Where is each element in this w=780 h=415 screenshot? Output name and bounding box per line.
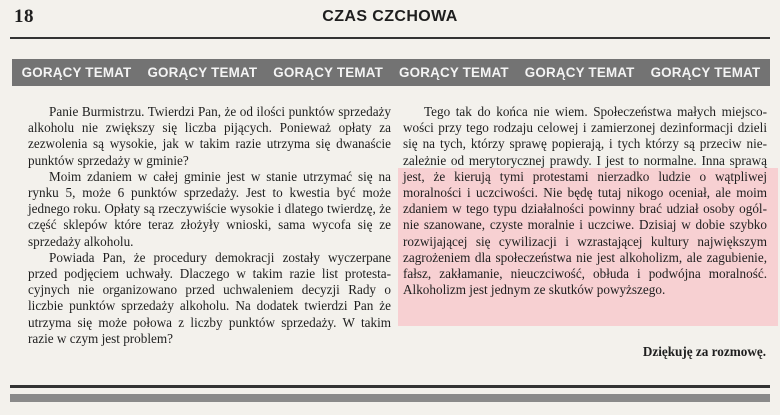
closing-line: Dziękuję za rozmowę. — [642, 344, 766, 359]
answer-paragraph: Tego tak do końca nie wiem. Społeczeństwa małych miejscowości przy tego rodzaju celowej i zamierzonej dezinformacji dzieli się na tych, którzy sprawę popierają, i tych którzy są przeciw niezależnie od merytorycznej prawdy. I jest to normalne. Inna sprawą jest, że kierują tymi protestami nierzadko ludzie o wątpliwej moralności i uczciwości. Nie będę tutaj nikogo oceniał, ale moim zdaniem w tego typu działalności powinny brać udział osoby ogólnie szanowane, czyste moralnie i uczciwe. Dzisiaj w dobie szybko rozwijającej się cywilizacji i wzrastającej kultury największym zagrożeniem dla społeczeństwa nie jest alkoholizm, ale zagubienie, fałsz, zakłamanie, nieuczciwość, obłuda i podwójna moralność. Alkoholizm jest jednym ze skutków powyższego. — [403, 104, 767, 298]
answer-paragraph: Moim zdaniem w całej gminie jest w stanie utrzymać się na rynku 5, może 6 punktów sprzedaży. Jest to kwestia być może jednego roku. Opłaty są rzeczywiście wysokie i dlatego twierdzę, że część sklepów które teraz złożyły wnioski, sama wycofa się ze sprzedaży alkoholu. — [28, 168, 391, 249]
footer-bar — [10, 394, 770, 402]
right-column — [403, 104, 767, 298]
banner-label: GORĄCY TEMAT — [650, 65, 761, 80]
footer-rule — [10, 385, 770, 388]
banner-label: GORĄCY TEMAT — [399, 65, 509, 80]
banner-label: GORĄCY TEMAT — [21, 65, 132, 80]
publication-title: CZAS CZCHOWA — [322, 8, 458, 25]
hot-topic-banner — [12, 59, 770, 86]
banner-label: GORĄCY TEMAT — [147, 65, 258, 80]
question-paragraph: Powiada Pan, że procedury demokracji zostały wyczerpane przed podjęciem uchwały. Dlaczego w takim razie list protestacyjnych nie organizowano przed uchwaleniem decyzji Rady o liczbie punktów sprzedaży alkoholu. Na dodatek twierdzi Pan że utrzyma się może połowa z liczby punktów sprzedaży. W takim razie w czym jest problem? — [28, 249, 391, 346]
banner-label: GORĄCY TEMAT — [273, 65, 383, 80]
header-rule — [10, 37, 770, 39]
banner-label: GORĄCY TEMAT — [524, 65, 635, 80]
question-paragraph: Panie Burmistrzu. Twierdzi Pan, że od ilości punktów sprzedaży alkoholu nie zwiększy się liczba pijących. Ponieważ opłaty za zezwolenia są wysokie, jak w takim razie utrzyma się dwanaście punktów sprzedaży w gminie? — [28, 104, 391, 168]
page-number: 18 — [14, 6, 34, 27]
left-column — [28, 104, 391, 347]
